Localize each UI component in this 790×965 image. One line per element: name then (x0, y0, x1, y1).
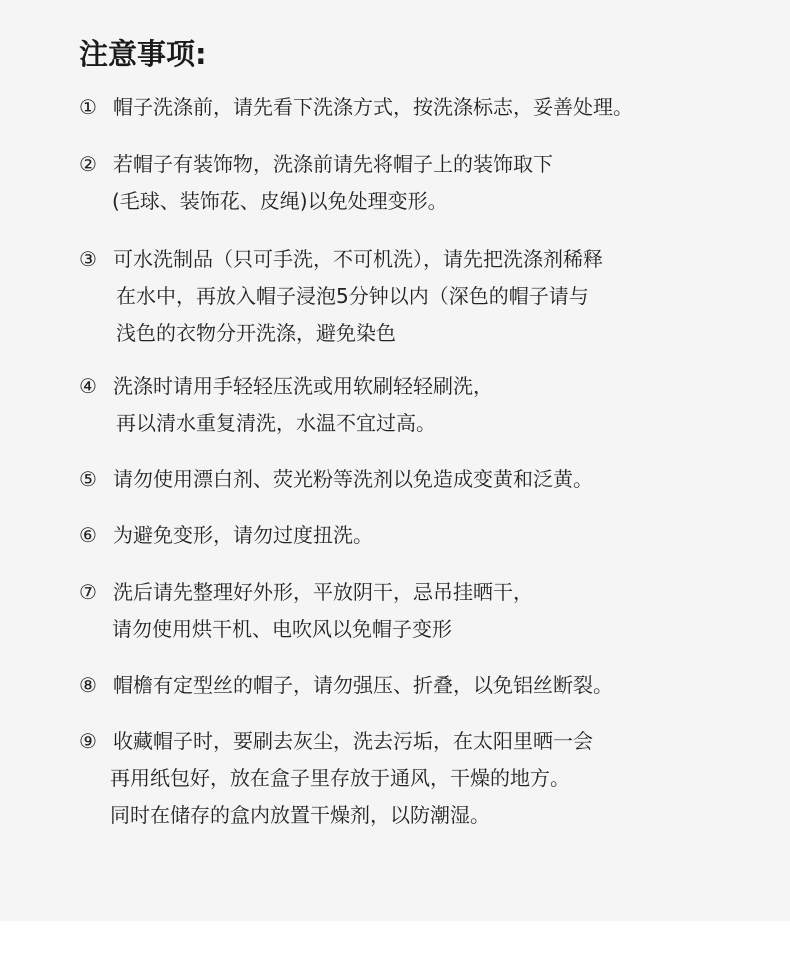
notice-item-4 (79, 368, 493, 442)
item-number: ⑦ (79, 580, 97, 604)
notice-item-7 (79, 574, 533, 648)
notice-item-2 (79, 146, 553, 220)
notice-item-5 (79, 461, 593, 498)
item-text-line: 再以清水重复清洗，水温不宜过高。 (116, 411, 436, 435)
item-text-line: 洗后请先整理好外形，平放阴干，忌吊挂晒干， (113, 580, 533, 604)
item-text-line: (毛球、装饰花、皮绳)以免处理变形。 (112, 189, 448, 213)
item-number: ⑥ (79, 523, 97, 547)
item-text-line: 可水洗制品（只可手洗，不可机洗），请先把洗涤剂稀释 (113, 247, 603, 271)
item-text-line: 请勿使用漂白剂、荧光粉等洗剂以免造成变黄和泛黄。 (113, 467, 593, 491)
notice-item-3 (79, 241, 603, 352)
notice-title: 注意事项: (79, 37, 207, 71)
notice-item-6 (79, 517, 373, 554)
notice-item-9 (79, 723, 593, 834)
notice-item-1 (79, 89, 633, 126)
notice-item-8 (79, 667, 613, 704)
item-text-line: 浅色的衣物分开洗涤，避免染色 (116, 321, 396, 345)
item-number: ⑨ (79, 729, 97, 753)
item-text-line: 收藏帽子时，要刷去灰尘，洗去污垢，在太阳里晒一会 (113, 729, 593, 753)
item-text-line: 洗涤时请用手轻轻压洗或用软刷轻轻刷洗， (113, 374, 493, 398)
item-text-line: 为避免变形，请勿过度扭洗。 (113, 523, 373, 547)
item-text-line: 请勿使用烘干机、电吹风以免帽子变形 (112, 617, 452, 641)
item-text-line: 再用纸包好，放在盒子里存放于通风，干燥的地方。 (110, 766, 570, 790)
item-text-line: 帽子洗涤前，请先看下洗涤方式，按洗涤标志，妥善处理。 (113, 95, 633, 119)
item-number: ② (79, 152, 97, 176)
item-number: ⑤ (79, 467, 97, 491)
item-number: ④ (79, 374, 97, 398)
item-number: ⑧ (79, 673, 97, 697)
item-text-line: 同时在储存的盒内放置干燥剂，以防潮湿。 (110, 803, 490, 827)
item-text-line: 在水中，再放入帽子浸泡5分钟以内（深色的帽子请与 (116, 284, 589, 308)
item-number: ③ (79, 247, 97, 271)
item-text-line: 若帽子有装饰物，洗涤前请先将帽子上的装饰取下 (113, 152, 553, 176)
item-number: ① (79, 95, 97, 119)
item-text-line: 帽檐有定型丝的帽子，请勿强压、折叠，以免铝丝断裂。 (113, 673, 613, 697)
